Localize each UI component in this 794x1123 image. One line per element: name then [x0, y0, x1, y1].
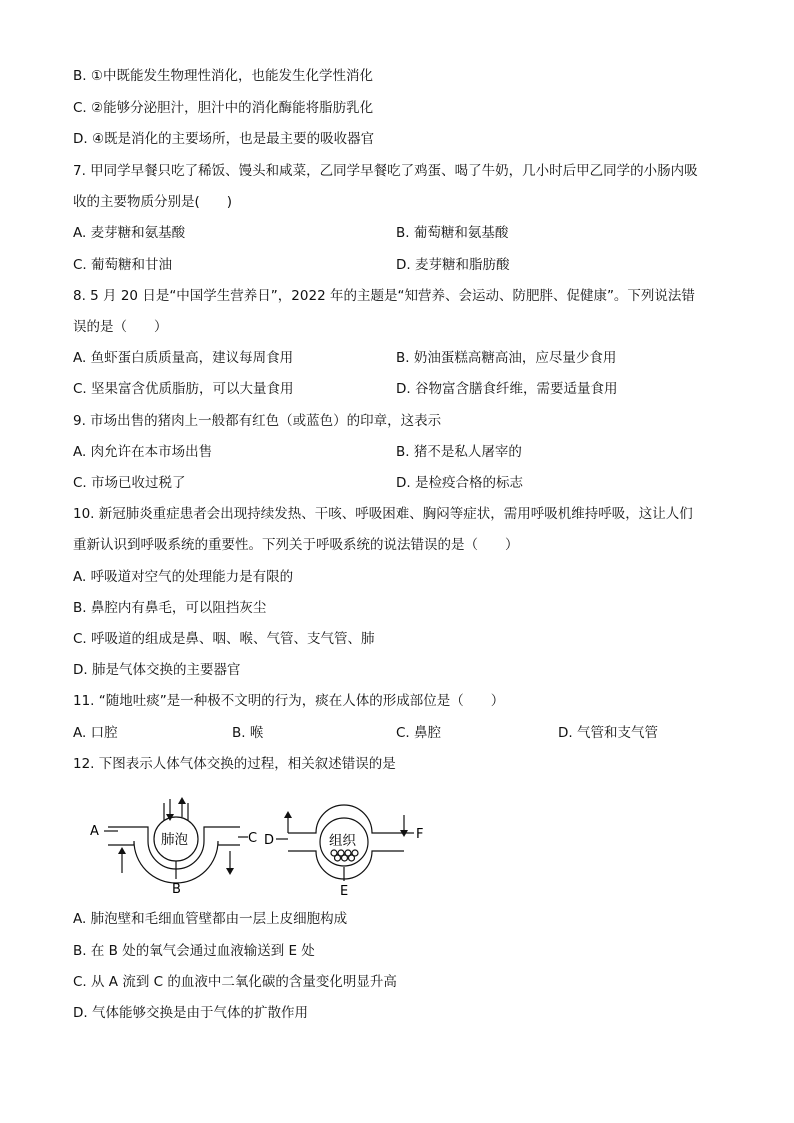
- q8-option-b: B. 奶油蛋糕高糖高油，应尽量少食用: [396, 350, 617, 366]
- q11-option-d: D. 气管和支气管: [558, 725, 658, 741]
- q8-stem-line1: 8. 5 月 20 日是“中国学生营养日”，2022 年的主题是“知营养、会运动、防肥胖、促健康”。下列说法错: [73, 288, 695, 304]
- label-f: F: [416, 827, 424, 842]
- q10-option-c: C. 呼吸道的组成是鼻、咽、喉、气管、支气管、肺: [73, 631, 375, 647]
- q12-option-c: C. 从 A 流到 C 的血液中二氧化碳的含量变化明显升高: [73, 974, 397, 990]
- arrowhead-up-icon: [178, 797, 186, 804]
- tissue-capillary-upper: [288, 805, 404, 833]
- q9-option-d: D. 是检疫合格的标志: [396, 475, 523, 491]
- tissue-label: 组织: [329, 833, 356, 849]
- q8-option-a: A. 鱼虾蛋白质质量高，建议每周食用: [73, 350, 294, 366]
- q12-option-b: B. 在 B 处的氧气会通过血液输送到 E 处: [73, 943, 315, 959]
- q7-option-b: B. 葡萄糖和氨基酸: [396, 225, 509, 241]
- label-e: E: [340, 884, 349, 899]
- q7-stem-line2: 收的主要物质分别是( ): [73, 194, 233, 210]
- q10-stem-line1: 10. 新冠肺炎重症患者会出现持续发热、干咳、呼吸困难、胸闷等症状，需用呼吸机维持呼吸，这让人们: [73, 506, 693, 522]
- q9-stem: 9. 市场出售的猪肉上一般都有红色（或蓝色）的印章，这表示: [73, 413, 442, 429]
- q10-option-a: A. 呼吸道对空气的处理能力是有限的: [73, 569, 294, 585]
- q7-option-a: A. 麦芽糖和氨基酸: [73, 225, 186, 241]
- q11-option-a: A. 口腔: [73, 725, 118, 741]
- q11-stem: 11. “随地吐痰”是一种极不文明的行为，痰在人体的形成部位是（ ）: [73, 693, 505, 709]
- q6-option-d: D. ④既是消化的主要场所，也是最主要的吸收器官: [73, 131, 375, 147]
- q7-stem-line1: 7. 甲同学早餐只吃了稀饭、馒头和咸菜，乙同学早餐吃了鸡蛋、喝了牛奶，几小时后甲乙同学的小肠内吸: [73, 163, 698, 179]
- q10-stem-line2: 重新认识到呼吸系统的重要性。下列关于呼吸系统的说法错误的是（ ）: [73, 537, 519, 553]
- q10-option-b: B. 鼻腔内有鼻毛，可以阻挡灰尘: [73, 600, 267, 616]
- q12-option-a: A. 肺泡壁和毛细血管壁都由一层上皮细胞构成: [73, 911, 348, 927]
- q11-option-b: B. 喉: [232, 725, 264, 741]
- q9-option-c: C. 市场已收过税了: [73, 475, 186, 491]
- q6-option-c: C. ②能够分泌胆汁，胆汁中的消化酶能将脂肪乳化: [73, 100, 374, 116]
- cell-dot: [349, 855, 355, 861]
- cell-dot: [335, 855, 341, 861]
- q11-option-c: C. 鼻腔: [396, 725, 442, 741]
- q8-option-c: C. 坚果富含优质脂肪，可以大量食用: [73, 381, 294, 397]
- q9-option-a: A. 肉允许在本市场出售: [73, 444, 213, 460]
- q8-option-d: D. 谷物富含膳食纤维，需要适量食用: [396, 381, 618, 397]
- gas-exchange-diagram: [88, 795, 438, 900]
- arrowhead-up-icon: [284, 811, 292, 818]
- arrowhead-down-icon: [226, 868, 234, 875]
- label-a: A: [90, 824, 99, 839]
- q7-option-c: C. 葡萄糖和甘油: [73, 257, 173, 273]
- arrowhead-up-icon: [118, 847, 126, 854]
- q6-option-b: B. ①中既能发生物理性消化，也能发生化学性消化: [73, 68, 373, 84]
- alveolus-label: 肺泡: [161, 832, 188, 848]
- q10-option-d: D. 肺是气体交换的主要器官: [73, 662, 241, 678]
- q7-option-d: D. 麦芽糖和脂肪酸: [396, 257, 510, 273]
- label-b: B: [172, 882, 181, 897]
- label-d: D: [264, 833, 275, 848]
- cell-dot: [342, 855, 348, 861]
- q9-option-b: B. 猪不是私人屠宰的: [396, 444, 522, 460]
- label-c: C: [248, 831, 258, 846]
- q12-option-d: D. 气体能够交换是由于气体的扩散作用: [73, 1005, 308, 1021]
- q12-stem: 12. 下图表示人体气体交换的过程，相关叙述错误的是: [73, 756, 396, 772]
- q8-stem-line2: 误的是（ ）: [73, 319, 168, 335]
